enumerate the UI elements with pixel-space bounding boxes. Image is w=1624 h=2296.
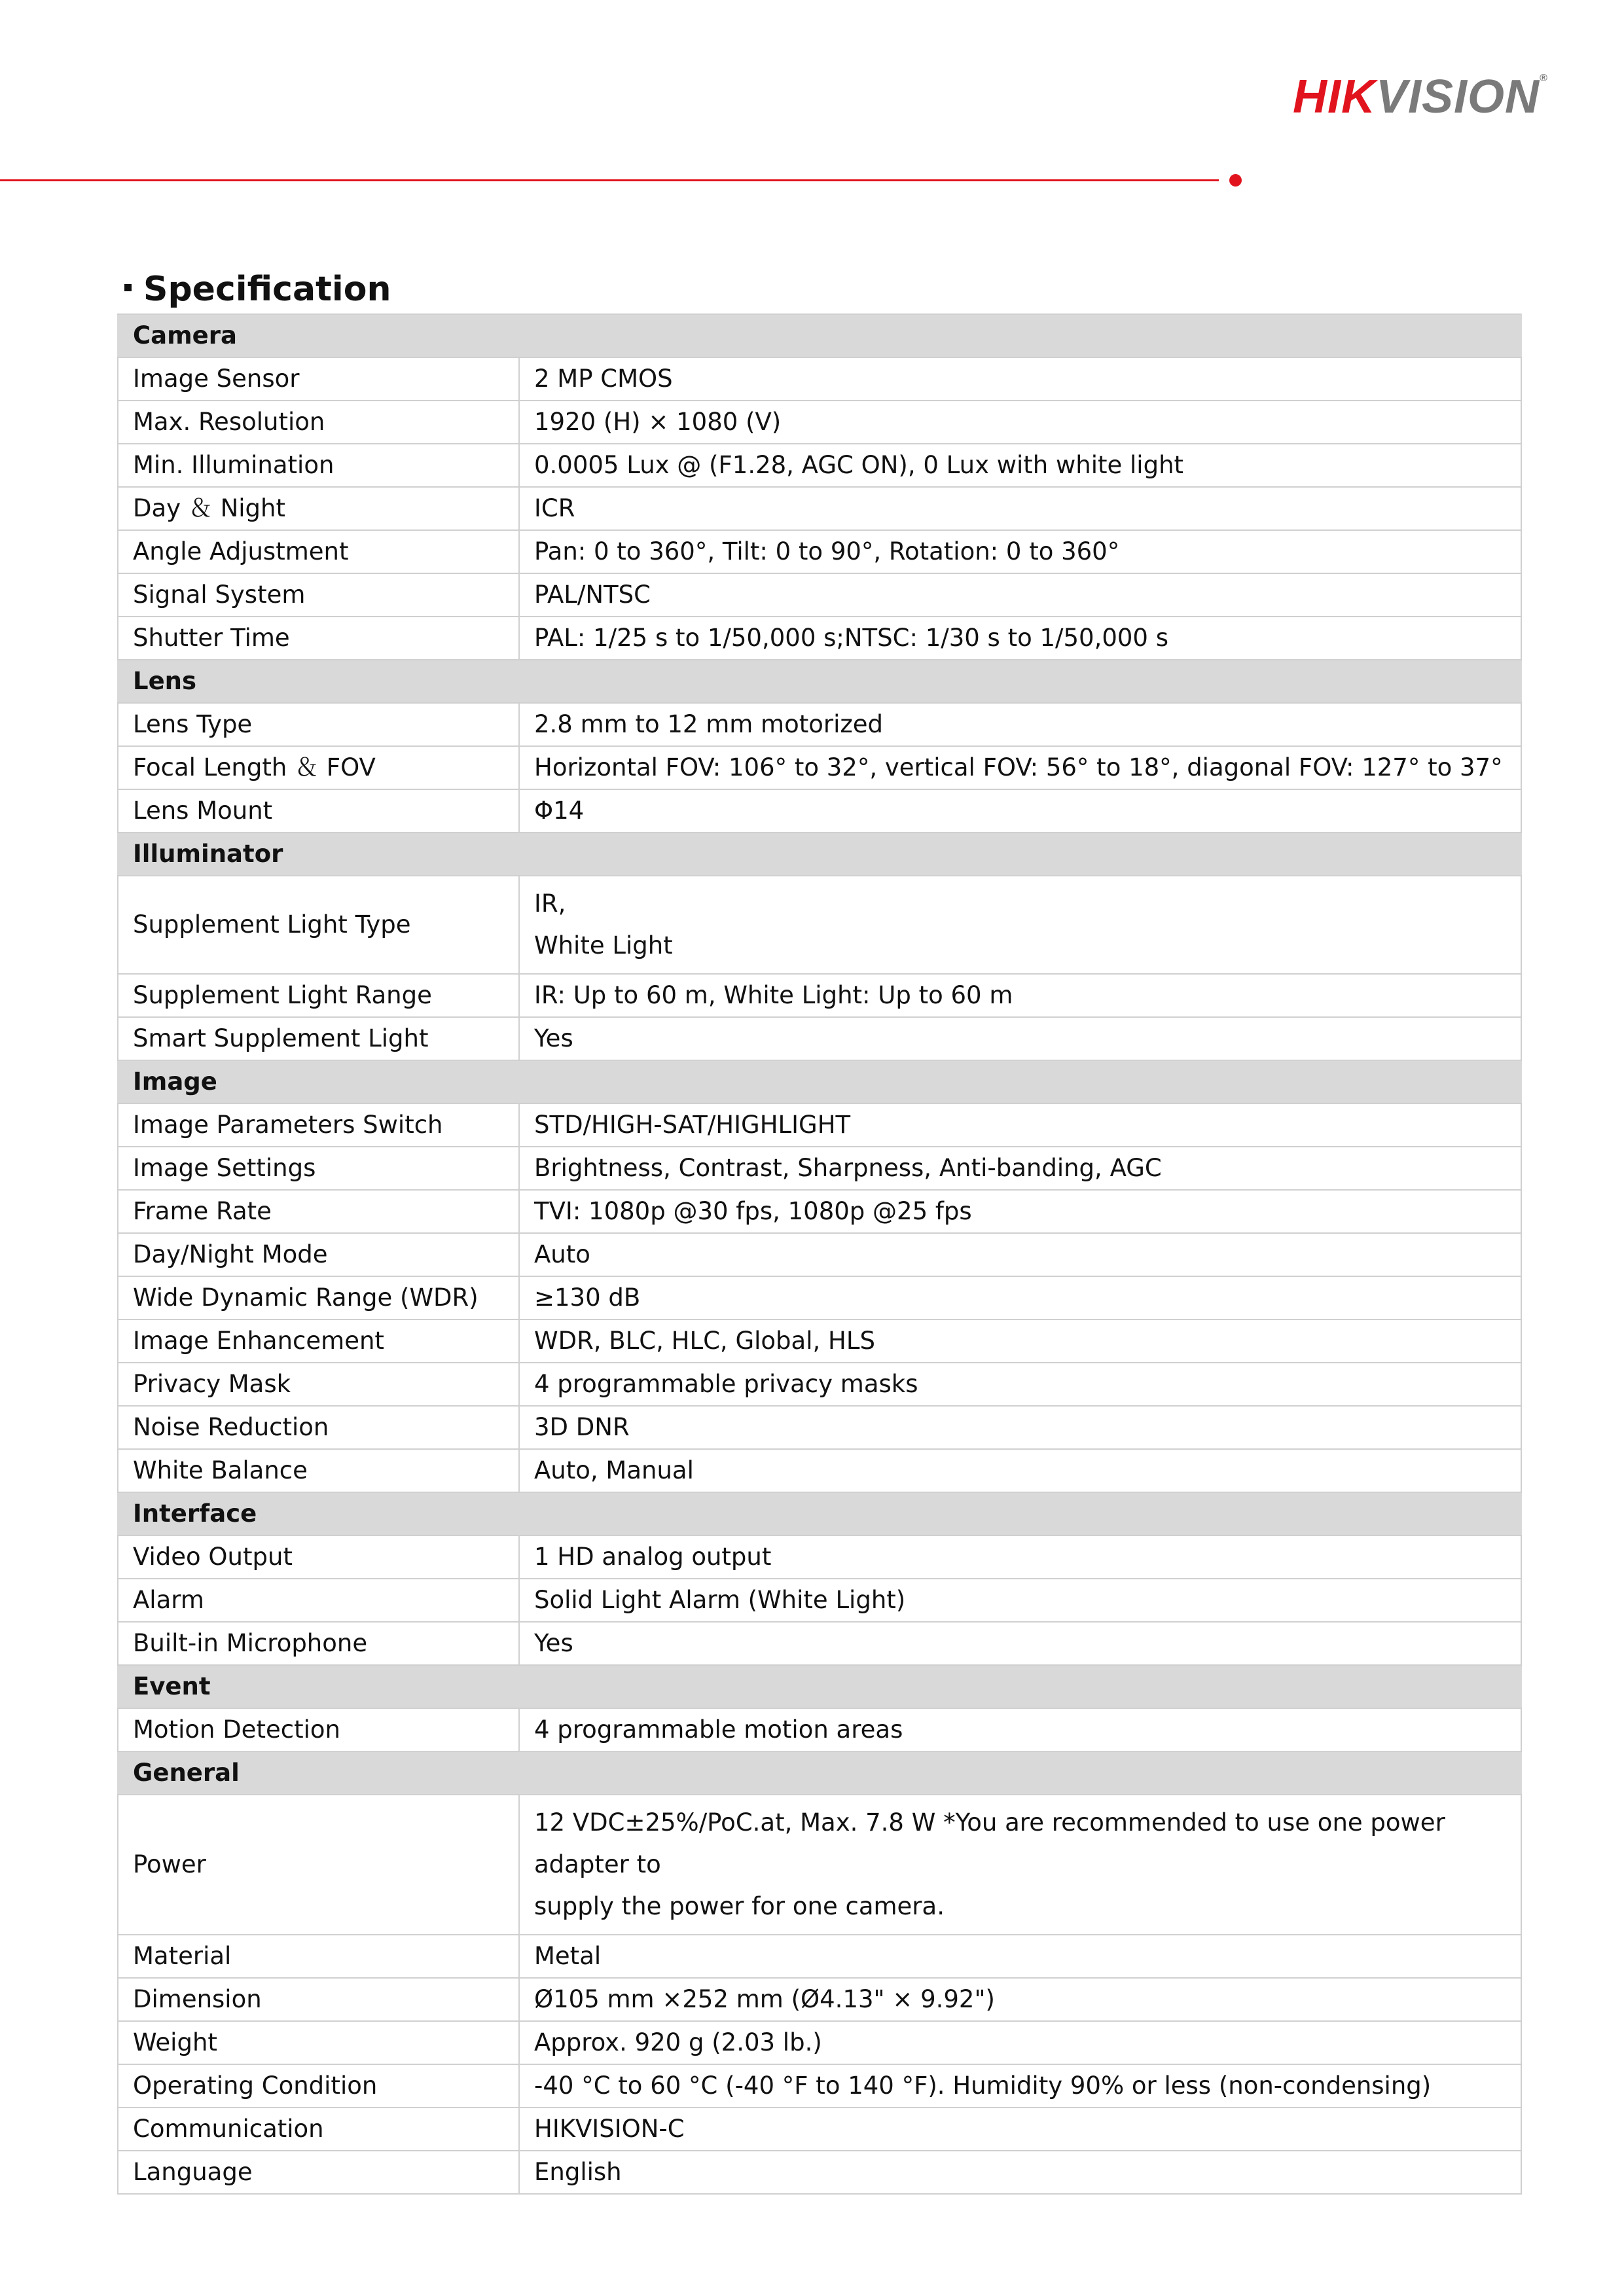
spec-value: Approx. 920 g (2.03 lb.) bbox=[519, 2021, 1521, 2064]
spec-row bbox=[118, 2064, 1521, 2108]
hikvision-logo bbox=[1293, 71, 1548, 123]
spec-label: Supplement Light Range bbox=[118, 974, 519, 1017]
spec-label: Video Output bbox=[118, 1535, 519, 1579]
spec-row bbox=[118, 530, 1521, 573]
spec-label: Motion Detection bbox=[118, 1708, 519, 1751]
logo-text-hik: HIK bbox=[1293, 71, 1376, 123]
spec-value: WDR, BLC, HLC, Global, HLS bbox=[519, 1319, 1521, 1363]
spec-row bbox=[118, 2021, 1521, 2064]
spec-row bbox=[118, 789, 1521, 833]
spec-value-line: White Light bbox=[534, 931, 673, 960]
logo-registered-mark: ® bbox=[1540, 73, 1548, 84]
spec-label: Max. Resolution bbox=[118, 401, 519, 444]
spec-row bbox=[118, 1319, 1521, 1363]
spec-label: Privacy Mask bbox=[118, 1363, 519, 1406]
spec-row bbox=[118, 1579, 1521, 1622]
spec-value: Pan: 0 to 360°, Tilt: 0 to 90°, Rotation: 0 to 360° bbox=[519, 530, 1521, 573]
spec-row bbox=[118, 1406, 1521, 1449]
spec-label: Focal Length ＆ FOV bbox=[118, 746, 519, 789]
bullet-icon bbox=[124, 284, 132, 291]
category-label: General bbox=[118, 1751, 1521, 1795]
spec-row bbox=[118, 573, 1521, 617]
spec-value: Ø105 mm ×252 mm (Ø4.13" × 9.92") bbox=[519, 1978, 1521, 2021]
spec-value-line: supply the power for one camera. bbox=[534, 1892, 945, 1920]
spec-row bbox=[118, 1795, 1521, 1935]
spec-row bbox=[118, 1535, 1521, 1579]
spec-label: Power bbox=[118, 1795, 519, 1935]
spec-row bbox=[118, 2108, 1521, 2151]
spec-value: 3D DNR bbox=[519, 1406, 1521, 1449]
spec-label: Day/Night Mode bbox=[118, 1233, 519, 1276]
spec-label: Shutter Time bbox=[118, 617, 519, 660]
spec-row bbox=[118, 2151, 1521, 2194]
spec-row bbox=[118, 1276, 1521, 1319]
header-divider bbox=[0, 179, 1219, 181]
header-divider-dot bbox=[1229, 174, 1242, 187]
category-label: Lens bbox=[118, 660, 1521, 703]
spec-label: Image Parameters Switch bbox=[118, 1103, 519, 1147]
spec-value: Yes bbox=[519, 1622, 1521, 1665]
spec-label: Image Sensor bbox=[118, 357, 519, 401]
spec-value: 1920 (H) × 1080 (V) bbox=[519, 401, 1521, 444]
logo-text-vision: VISION bbox=[1376, 71, 1540, 123]
category-label: Illuminator bbox=[118, 833, 1521, 876]
spec-label: Image Enhancement bbox=[118, 1319, 519, 1363]
spec-label: Image Settings bbox=[118, 1147, 519, 1190]
spec-label: Angle Adjustment bbox=[118, 530, 519, 573]
spec-value: PAL: 1/25 s to 1/50,000 s;NTSC: 1/30 s to 1/50,000 s bbox=[519, 617, 1521, 660]
spec-row bbox=[118, 1363, 1521, 1406]
spec-value: English bbox=[519, 2151, 1521, 2194]
category-row-lens bbox=[118, 660, 1521, 703]
spec-label: Supplement Light Type bbox=[118, 876, 519, 974]
spec-row bbox=[118, 401, 1521, 444]
spec-row bbox=[118, 1708, 1521, 1751]
spec-label: Weight bbox=[118, 2021, 519, 2064]
spec-row bbox=[118, 487, 1521, 530]
spec-row bbox=[118, 444, 1521, 487]
spec-label: Lens Mount bbox=[118, 789, 519, 833]
spec-row bbox=[118, 1190, 1521, 1233]
spec-row bbox=[118, 1147, 1521, 1190]
category-row-image bbox=[118, 1060, 1521, 1103]
spec-value: STD/HIGH-SAT/HIGHLIGHT bbox=[519, 1103, 1521, 1147]
spec-value: Auto, Manual bbox=[519, 1449, 1521, 1492]
spec-value: 1 HD analog output bbox=[519, 1535, 1521, 1579]
spec-value: PAL/NTSC bbox=[519, 573, 1521, 617]
spec-row bbox=[118, 1978, 1521, 2021]
spec-value-line: 12 VDC±25%/PoC.at, Max. 7.8 W *You are recommended to use one power adapter to bbox=[534, 1808, 1445, 1878]
specification-table bbox=[117, 314, 1522, 2195]
spec-row bbox=[118, 1622, 1521, 1665]
spec-label: White Balance bbox=[118, 1449, 519, 1492]
spec-value: 4 programmable privacy masks bbox=[519, 1363, 1521, 1406]
spec-value: IR: Up to 60 m, White Light: Up to 60 m bbox=[519, 974, 1521, 1017]
spec-value: 2.8 mm to 12 mm motorized bbox=[519, 703, 1521, 746]
spec-label: Day ＆ Night bbox=[118, 487, 519, 530]
spec-row bbox=[118, 703, 1521, 746]
spec-label: Noise Reduction bbox=[118, 1406, 519, 1449]
spec-label: Operating Condition bbox=[118, 2064, 519, 2108]
spec-label: Frame Rate bbox=[118, 1190, 519, 1233]
spec-row bbox=[118, 974, 1521, 1017]
spec-value: 2 MP CMOS bbox=[519, 357, 1521, 401]
category-row-general bbox=[118, 1751, 1521, 1795]
spec-value: -40 °C to 60 °C (-40 °F to 140 °F). Humidity 90% or less (non-condensing) bbox=[519, 2064, 1521, 2108]
spec-value: Yes bbox=[519, 1017, 1521, 1060]
category-label: Camera bbox=[118, 314, 1521, 357]
spec-row bbox=[118, 746, 1521, 789]
spec-value: 4 programmable motion areas bbox=[519, 1708, 1521, 1751]
spec-value: Horizontal FOV: 106° to 32°, vertical FOV: 56° to 18°, diagonal FOV: 127° to 37° bbox=[519, 746, 1521, 789]
spec-value-line: IR, bbox=[534, 889, 566, 918]
spec-label: Built-in Microphone bbox=[118, 1622, 519, 1665]
spec-row bbox=[118, 1935, 1521, 1978]
spec-row bbox=[118, 1103, 1521, 1147]
spec-row bbox=[118, 1017, 1521, 1060]
category-row-interface bbox=[118, 1492, 1521, 1535]
spec-label: Lens Type bbox=[118, 703, 519, 746]
spec-value: 0.0005 Lux @ (F1.28, AGC ON), 0 Lux with white light bbox=[519, 444, 1521, 487]
spec-row bbox=[118, 617, 1521, 660]
spec-label: Signal System bbox=[118, 573, 519, 617]
spec-label: Dimension bbox=[118, 1978, 519, 2021]
spec-value: ICR bbox=[519, 487, 1521, 530]
spec-value: Auto bbox=[519, 1233, 1521, 1276]
spec-row bbox=[118, 1233, 1521, 1276]
spec-label: Smart Supplement Light bbox=[118, 1017, 519, 1060]
category-label: Interface bbox=[118, 1492, 1521, 1535]
spec-label: Min. Illumination bbox=[118, 444, 519, 487]
spec-value: TVI: 1080p @30 fps, 1080p @25 fps bbox=[519, 1190, 1521, 1233]
spec-row bbox=[118, 876, 1521, 974]
category-row-illuminator bbox=[118, 833, 1521, 876]
spec-row bbox=[118, 1449, 1521, 1492]
spec-label: Language bbox=[118, 2151, 519, 2194]
spec-label: Wide Dynamic Range (WDR) bbox=[118, 1276, 519, 1319]
spec-value: Metal bbox=[519, 1935, 1521, 1978]
spec-value: ≥130 dB bbox=[519, 1276, 1521, 1319]
category-row-camera bbox=[118, 314, 1521, 357]
category-row-event bbox=[118, 1665, 1521, 1708]
spec-label: Communication bbox=[118, 2108, 519, 2151]
spec-label: Material bbox=[118, 1935, 519, 1978]
spec-row bbox=[118, 357, 1521, 401]
spec-value: Brightness, Contrast, Sharpness, Anti-banding, AGC bbox=[519, 1147, 1521, 1190]
spec-value bbox=[519, 1795, 1521, 1935]
spec-value: HIKVISION-C bbox=[519, 2108, 1521, 2151]
section-title bbox=[124, 267, 391, 312]
category-label: Event bbox=[118, 1665, 1521, 1708]
spec-label: Alarm bbox=[118, 1579, 519, 1622]
spec-value: Solid Light Alarm (White Light) bbox=[519, 1579, 1521, 1622]
spec-value: Φ14 bbox=[519, 789, 1521, 833]
section-title-text: Specification bbox=[143, 270, 391, 309]
spec-value bbox=[519, 876, 1521, 974]
category-label: Image bbox=[118, 1060, 1521, 1103]
